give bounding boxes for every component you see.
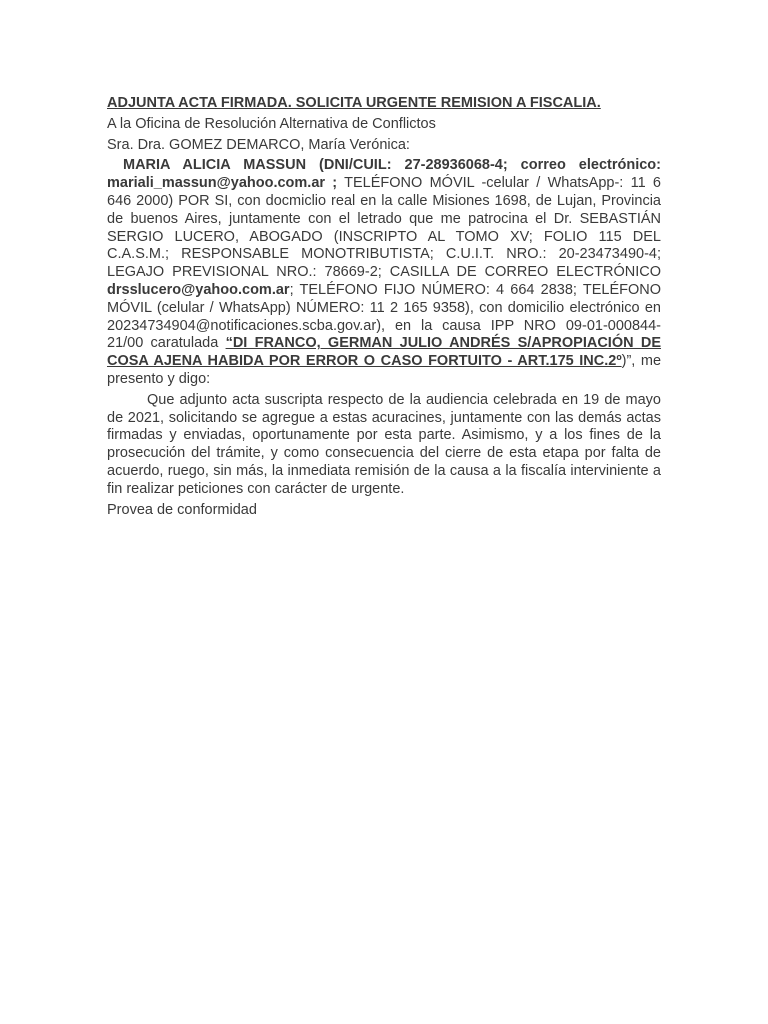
presentation-paragraph xyxy=(107,157,661,388)
closing-line: Provea de conformidad xyxy=(107,501,257,518)
document-page xyxy=(107,95,661,522)
contact-details-text: ; TELÉFONO FIJO NÚMERO: 4 664 2838; TELÉFONO MÓVIL (celular / WhatsApp) NÚMERO: 11 2 165 9358), con domicilio electrónico en 20234734904@notificaciones.scba.gov.ar), en la causa IPP NRO 09-01-000844-21/00 caratulada xyxy=(107,281,661,352)
lawyer-email: drsslucero@yahoo.com.ar xyxy=(107,281,290,298)
request-paragraph: Que adjunto acta suscripta respecto de la audiencia celebrada en 19 de mayo de 2021, solicitando se agregue a estas acuracines, juntamente con las demás actas firmadas y enviadas, oportunamente por esta parte. Asimismo, y a los fines de la prosecución del trámite, y como consecuencia del cierre de esta etapa por falta de acuerdo, ruego, sin más, la inmediata remisión de la causa a la fiscalía interviniente a fin realizar peticiones con carácter de urgente. xyxy=(107,391,661,497)
salutation: Sra. Dra. GOMEZ DEMARCO, María Verónica: xyxy=(107,136,410,153)
addressee-office: A la Oficina de Resolución Alternativa de Conflictos xyxy=(107,115,436,132)
document-title: ADJUNTA ACTA FIRMADA. SOLICITA URGENTE REMISION A FISCALIA. xyxy=(107,95,601,111)
case-title: “DI FRANCO, GERMAN JULIO ANDRÉS S/APROPIACIÓN DE COSA AJENA HABIDA POR ERROR O CASO FORTUITO - ART.175 INC.2º xyxy=(107,335,662,370)
party-details-text: TELÉFONO MÓVIL -celular / WhatsApp-: 11 6 646 2000) POR SI, con docmiclio real en la calle Misiones 1698, de Lujan, Provincia de buenos Aires, juntamente con el letrado que me patrocina el Dr. SEBASTIÁN SERGIO LUCERO, ABOGADO (INSCRIPTO AL TOMO XV; FOLIO 115 DEL C.A.S.M.; RESPONSABLE MONOTRIBUTISTA; C.U.I.T. NRO.: 20-23473490-4; LEGAJO PREVISIONAL NRO.: 78669-2; CASILLA DE CORREO ELECTRÓNICO xyxy=(107,175,661,281)
party-identification: MARIA ALICIA MASSUN (DNI/CUIL: 27-28936068-4; correo electrónico: mariali_massun@yahoo.com.ar ; xyxy=(107,157,661,192)
presentation-ending: )”, me presento y digo: xyxy=(107,353,662,387)
